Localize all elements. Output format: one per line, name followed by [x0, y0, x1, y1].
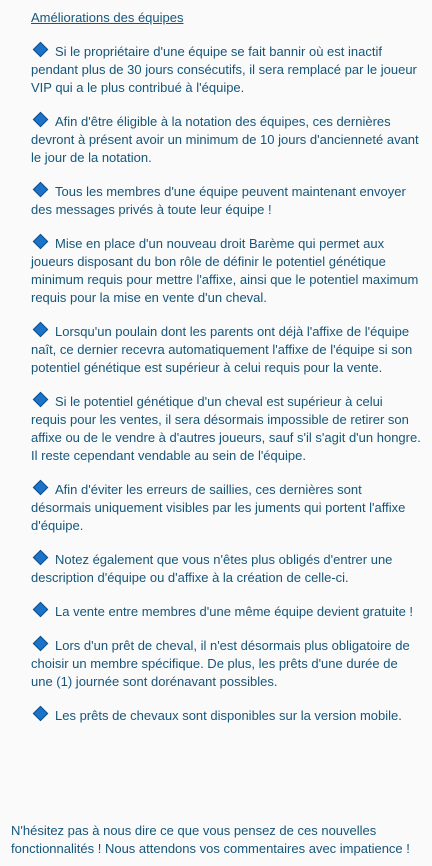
list-item-text: Si le propriétaire d'une équipe se fait bannir où est inactif pendant plus de 30 jours consécutifs, il sera remplacé par le joueur VIP qui a le plus contribué à l'équipe.	[31, 44, 417, 95]
list-item	[31, 637, 421, 691]
list-item	[31, 43, 421, 97]
list-item-text: Lorsqu'un poulain dont les parents ont déjà l'affixe de l'équipe naît, ce dernier recevra automatiquement l'affixe de l'équipe si son potentiel génétique est supérieur à celui requis pour la vente.	[31, 324, 413, 375]
list-item-text: La vente entre membres d'une même équipe devient gratuite !	[55, 604, 414, 619]
improvements-list	[31, 43, 421, 725]
blue-diamond-icon	[33, 234, 49, 250]
blue-diamond-icon	[33, 550, 49, 566]
list-item	[31, 183, 421, 219]
list-item	[31, 235, 421, 307]
list-item-text: Notez également que vous n'êtes plus obligés d'entrer une description d'équipe ou d'affixe à la création de celle-ci.	[31, 552, 393, 585]
blue-diamond-icon	[33, 112, 49, 128]
blue-diamond-icon	[33, 182, 49, 198]
list-item-text: Afin d'éviter les erreurs de saillies, ces dernières sont désormais uniquement visibles par les juments qui portent l'affixe d'équipe.	[31, 482, 406, 533]
list-item	[31, 113, 421, 167]
list-item-text: Afin d'être éligible à la notation des équipes, ces dernières devront à présent avoir un minimum de 10 jours d'ancienneté avant le jour de la notation.	[31, 114, 419, 165]
list-item	[31, 603, 421, 621]
list-item	[31, 323, 421, 377]
blue-diamond-icon	[33, 706, 49, 722]
list-item	[31, 393, 421, 465]
list-item-text: Si le potentiel génétique d'un cheval est supérieur à celui requis pour les ventes, il sera désormais impossible de retirer son affixe ou de le vendre à d'autres joueurs, sauf s'il s'agit d'un hongre. Il reste cependant vendable au sein de l'équipe.	[31, 394, 421, 463]
section-heading-link[interactable]: Améliorations des équipes	[31, 10, 184, 25]
list-item-text: Tous les membres d'une équipe peuvent maintenant envoyer des messages privés à toute leur équipe !	[31, 184, 406, 217]
list-item-text: Lors d'un prêt de cheval, il n'est désormais plus obligatoire de choisir un membre spécifique. De plus, les prêts d'une durée de une (1) journée sont dorénavant possibles.	[31, 638, 410, 689]
list-item	[31, 481, 421, 535]
blue-diamond-icon	[33, 602, 49, 618]
blue-diamond-icon	[33, 392, 49, 408]
list-item	[31, 707, 421, 725]
list-item-text: Mise en place d'un nouveau droit Barème qui permet aux joueurs disposant du bon rôle de définir le potentiel génétique minimum requis pour mettre l'affixe, ainsi que le potentiel maximum requis pour la mise en vente d'un cheval.	[31, 236, 419, 305]
blue-diamond-icon	[33, 322, 49, 338]
list-item	[31, 551, 421, 587]
closing-message: N'hésitez pas à nous dire ce que vous pensez de ces nouvelles fonctionnalités ! Nous attendons vos commentaires avec impatience !	[11, 823, 410, 856]
list-item-text: Les prêts de chevaux sont disponibles sur la version mobile.	[55, 708, 402, 723]
blue-diamond-icon	[33, 480, 49, 496]
blue-diamond-icon	[33, 636, 49, 652]
blue-diamond-icon	[33, 42, 49, 58]
patch-notes-section	[31, 9, 421, 741]
